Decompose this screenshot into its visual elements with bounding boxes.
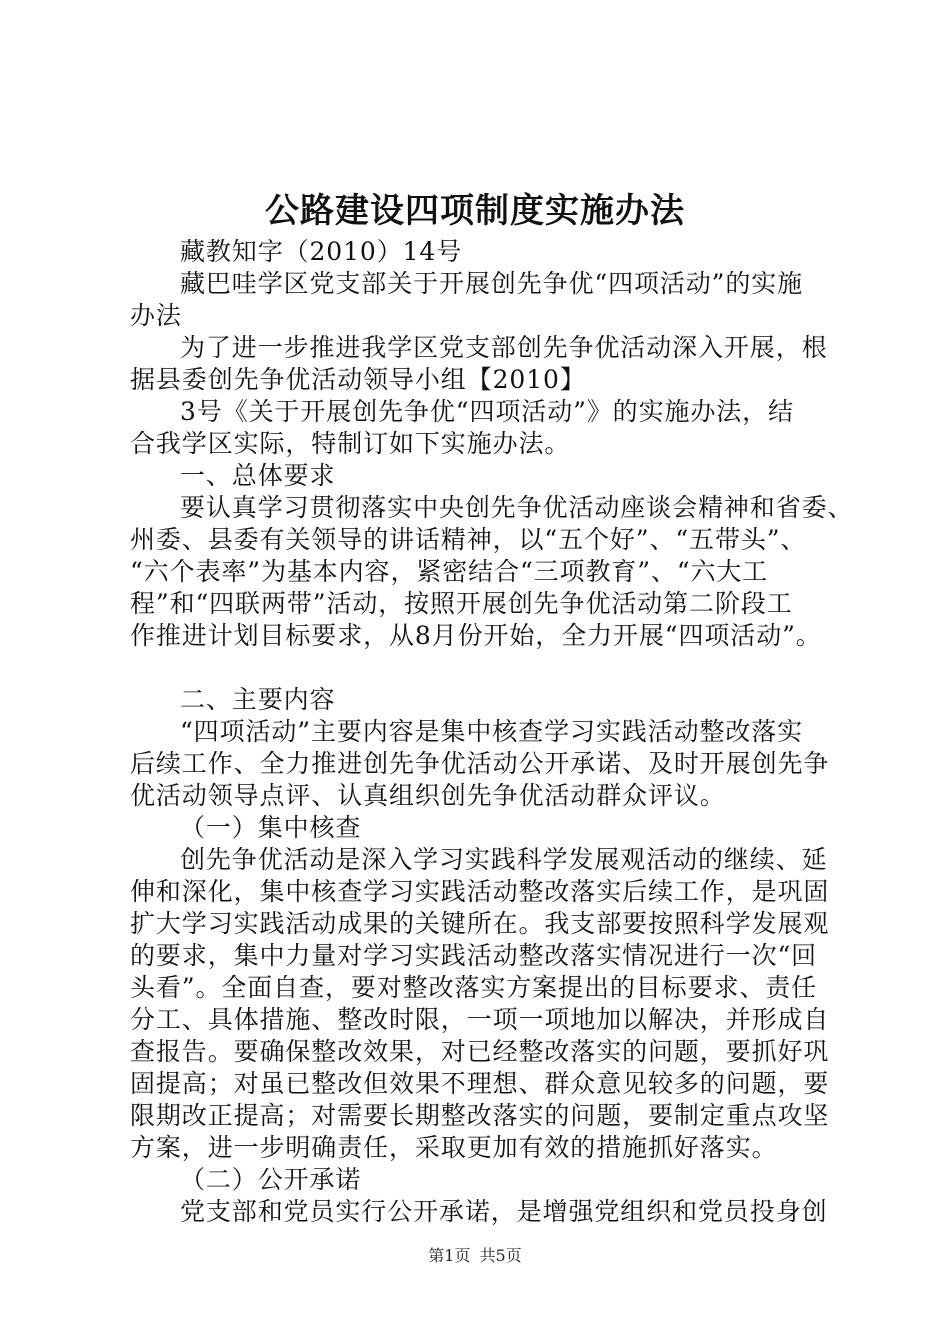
- text-line: 创先争优活动是深入学习实践科学发展观活动的继续、延: [180, 845, 828, 874]
- text-line: “六个表率”为基本内容，紧密结合“三项教育”、“六大工: [130, 557, 769, 586]
- text-line: 头看”。全面自查，要对整改落实方案提出的目标要求、责任: [130, 973, 818, 1002]
- text-line: 程”和“四联两带”活动，按照开展创先争优活动第二阶段工: [130, 589, 793, 618]
- text-line: 党支部和党员实行公开承诺，是增强党组织和党员投身创: [180, 1197, 828, 1226]
- text-line: 的要求，集中力量对学习实践活动整改落实情况进行一次“回: [130, 941, 818, 970]
- text-line: 为了进一步推进我学区党支部创先争优活动深入开展，根: [180, 333, 828, 362]
- page-number: 第1页: [428, 1246, 471, 1265]
- text-line: 分工、具体措施、整改时限，一项一项地加以解决，并形成自: [130, 1005, 830, 1034]
- text-line: 办法: [130, 301, 182, 330]
- text-line: 二、主要内容: [180, 685, 336, 714]
- text-line: 扩大学习实践活动成果的关键所在。我支部要按照科学发展观: [130, 909, 830, 938]
- page-footer: [0, 1243, 950, 1266]
- text-line: 查报告。要确保整改效果，对已经整改落实的问题，要抓好巩: [130, 1037, 830, 1066]
- document-body: [130, 236, 854, 1228]
- page-total: 共5页: [479, 1246, 522, 1265]
- blank-line: [130, 652, 830, 684]
- text-line: 限期改正提高；对需要长期整改落实的问题，要制定重点攻坚: [130, 1101, 830, 1130]
- text-line: 要认真学习贯彻落实中央创先争优活动座谈会精神和省委、: [180, 493, 854, 522]
- text-line: 一、总体要求: [180, 461, 336, 490]
- text-line: 合我学区实际，特制订如下实施办法。: [130, 429, 571, 458]
- text-line: 藏教知字（2010）14号: [180, 237, 463, 266]
- text-line: “四项活动”主要内容是集中核查学习实践活动整改落实: [180, 717, 804, 746]
- text-line: 作推进计划目标要求，从8月份开始，全力开展“四项活动”。: [130, 621, 822, 650]
- document-title: 公路建设四项制度实施办法: [265, 191, 685, 231]
- text-line: （二）公开承诺: [180, 1165, 362, 1194]
- text-line: 伸和深化，集中核查学习实践活动整改落实后续工作，是巩固: [130, 877, 830, 906]
- text-line: 据县委创先争优活动领导小组【2010】: [130, 365, 586, 394]
- text-line: 方案，进一步明确责任，采取更加有效的措施抓好落实。: [130, 1133, 778, 1162]
- text-line: （一）集中核查: [180, 813, 362, 842]
- text-line: 州委、县委有关领导的讲话精神，以“五个好”、“五带头”、: [130, 525, 807, 554]
- text-line: 藏巴哇学区党支部关于开展创先争优“四项活动”的实施: [180, 269, 804, 298]
- text-line: 固提高；对虽已整改但效果不理想、群众意见较多的问题，要: [130, 1069, 830, 1098]
- text-line: 后续工作、全力推进创先争优活动公开承诺、及时开展创先争: [130, 749, 830, 778]
- text-line: 优活动领导点评、认真组织创先争优活动群众评议。: [130, 781, 726, 810]
- text-line: 3号《关于开展创先争优“四项活动”》的实施办法，结: [180, 397, 794, 426]
